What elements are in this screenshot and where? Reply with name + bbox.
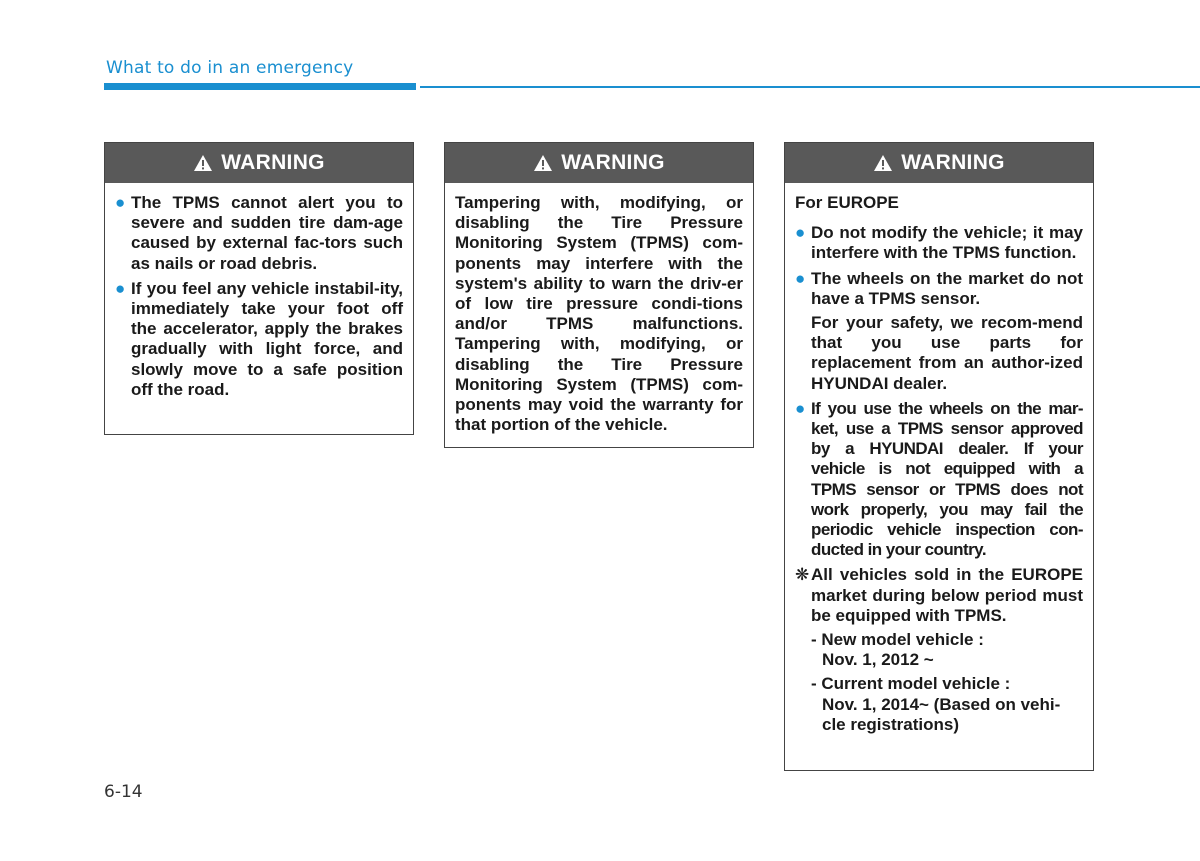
list-item	[115, 193, 403, 274]
warning-triangle-icon	[533, 154, 553, 172]
page-number: 6-14	[104, 782, 143, 802]
warning-box-2	[444, 142, 754, 448]
warning-header	[785, 143, 1093, 183]
list-item	[115, 279, 403, 400]
bullet-dot-icon: ●	[795, 268, 806, 288]
warning-triangle-icon	[193, 154, 213, 172]
warning-header	[445, 143, 753, 183]
note-symbol-icon: ❋	[795, 565, 810, 585]
date-value: Nov. 1, 2012 ~	[822, 650, 934, 670]
list-item	[795, 674, 1083, 735]
bullet-text: The TPMS cannot alert you to severe and sudden tire dam-age caused by external fac-tors such as nails or road debris.	[131, 193, 403, 273]
warning-header	[105, 143, 413, 183]
warning-intro: For EUROPE	[795, 193, 899, 212]
warning-title: WARNING	[561, 151, 665, 174]
list-item	[795, 223, 1083, 263]
warning-body	[785, 183, 1093, 747]
warning-box-1	[104, 142, 414, 435]
date-label: - Current model vehicle :	[811, 674, 1011, 694]
bullet-text: The wheels on the market do not have a TPMS sensor.	[811, 268, 1083, 308]
warning-title: WARNING	[221, 151, 325, 174]
warning-triangle-icon	[873, 154, 893, 172]
bullet-text: Do not modify the vehicle; it may interfere with the TPMS function.	[811, 223, 1083, 263]
header-rule-thick	[104, 83, 416, 90]
warning-box-3	[784, 142, 1094, 771]
warning-body	[105, 183, 413, 417]
note-text: All vehicles sold in the EUROPE market during below period must be equipped with TPMS.	[811, 565, 1083, 625]
warning-body	[445, 183, 753, 447]
bullet-dot-icon: ●	[795, 398, 805, 418]
list-item	[795, 269, 1083, 309]
section-header: What to do in an emergency	[106, 58, 354, 78]
list-item	[795, 399, 1083, 561]
bullet-dot-icon: ●	[115, 193, 126, 212]
date-label: - New model vehicle :	[811, 630, 984, 650]
bullet-dot-icon: ●	[795, 223, 806, 243]
date-value: Nov. 1, 2014~ (Based on vehi-cle registrations)	[822, 694, 1061, 734]
bullet-sub-paragraph: For your safety, we recom-mend that you use parts for replacement from an author-ized HYUNDAI dealer.	[811, 313, 1083, 393]
bullet-dot-icon: ●	[115, 278, 126, 298]
warning-paragraph: Tampering with, modifying, or disabling the Tire Pressure Monitoring System (TPMS) com-ponents may interfere with the system's ability to warn the driv-er of low tire pressure condi-tions and/or TPMS malfunctions. Tampering with, modifying, or disabling the Tire Pressure Monitoring System (TPMS) com-ponents may void the warranty for that portion of the vehicle.	[455, 193, 743, 435]
bullet-text: If you use the wheels on the mar-ket, use a TPMS sensor approved by a HYUNDAI dealer. If your vehicle is not equipped with a TPMS sensor or TPMS does not work properly, you may fail the periodic vehicle inspection con-ducted in your country.	[811, 398, 1083, 560]
bullet-text: If you feel any vehicle instabil-ity, immediately take your foot off the accelerator, apply the brakes gradually with light force, and slowly move to a safe position off the road.	[131, 278, 403, 399]
note	[795, 565, 1083, 626]
header-rule-thin	[420, 86, 1200, 88]
list-item	[795, 630, 1083, 670]
warning-title: WARNING	[901, 151, 1005, 174]
